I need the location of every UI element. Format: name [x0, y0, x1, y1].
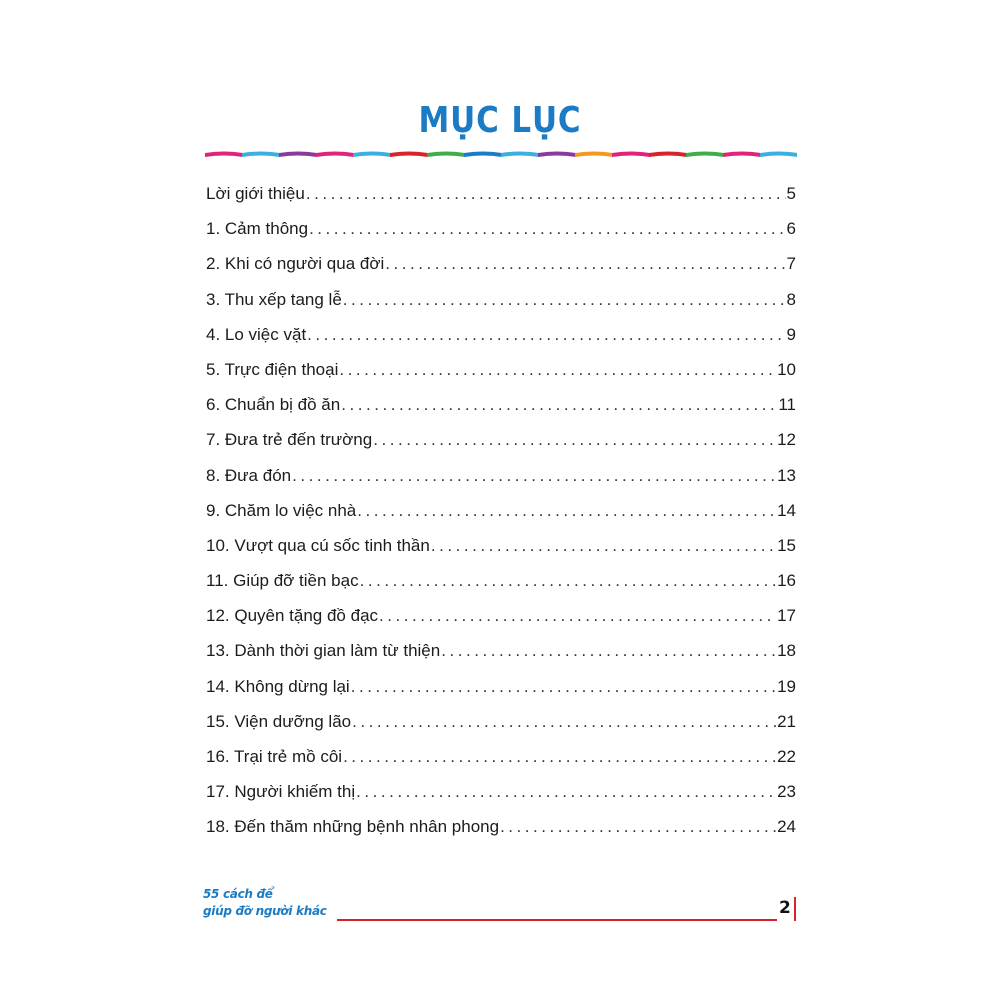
toc-entry [206, 422, 796, 457]
toc-entry-page: 23 [777, 782, 796, 802]
toc-dot-leader [307, 317, 785, 352]
band-segment [723, 152, 761, 158]
toc-entry [206, 774, 796, 809]
toc-entry-title: 10. Vượt qua cú sốc tinh thần [206, 535, 430, 555]
band-segment [427, 152, 465, 158]
toc-entry-page: 14 [777, 500, 796, 520]
toc-entry-page: 22 [777, 747, 796, 766]
toc-entry-page: 11 [778, 395, 796, 415]
table-of-contents [206, 176, 796, 845]
toc-entry-title: 7. Đưa trẻ đến trường [206, 430, 373, 450]
toc-entry-title: 2. Khi có người qua đời [206, 254, 385, 274]
band-segment [575, 152, 613, 158]
toc-entry-title: 12. Quyên tặng đồ đạc [206, 606, 379, 626]
toc-entry [206, 493, 796, 528]
toc-entry [206, 528, 796, 563]
toc-dot-leader [385, 246, 785, 281]
toc-entry [206, 633, 796, 668]
band-segment [279, 152, 317, 158]
toc-dot-leader [352, 704, 776, 739]
toc-entry-page: 13 [777, 465, 796, 485]
toc-entry-page: 15 [777, 535, 796, 555]
band-segment [205, 152, 243, 158]
toc-entry [206, 352, 796, 387]
toc-entry-title: 4. Lo việc vặt [206, 324, 307, 344]
toc-entry [206, 704, 796, 739]
toc-entry-page: 16 [777, 571, 796, 591]
toc-entry-page: 7 [786, 254, 796, 274]
toc-entry-page: 12 [777, 430, 796, 450]
toc-dot-leader [309, 211, 785, 246]
toc-entry [206, 317, 796, 352]
toc-dot-leader [379, 598, 776, 633]
band-segment [538, 152, 576, 158]
toc-entry-page: 5 [786, 184, 796, 203]
footer-book-title [203, 886, 327, 920]
toc-dot-leader [351, 669, 776, 704]
toc-dot-leader [341, 387, 777, 422]
band-segment [649, 152, 687, 158]
toc-dot-leader [441, 633, 776, 668]
toc-dot-leader [343, 282, 786, 317]
toc-entry [206, 176, 796, 211]
toc-entry [206, 669, 796, 704]
toc-entry-title: 15. Viện dưỡng lão [206, 711, 352, 731]
toc-entry [206, 246, 796, 281]
toc-entry-title: 14. Không dừng lại [206, 676, 350, 696]
page-title: MỤC LỤC [418, 100, 582, 141]
toc-dot-leader [360, 563, 776, 598]
toc-entry-page: 9 [786, 324, 796, 344]
band-segment [612, 152, 650, 158]
toc-dot-leader [356, 774, 776, 809]
toc-entry [206, 809, 796, 844]
toc-entry [206, 458, 796, 493]
toc-entry-title: Lời giới thiệu [206, 184, 305, 203]
toc-entry-title: 8. Đưa đón [206, 465, 292, 485]
toc-entry-page: 21 [777, 711, 796, 731]
toc-dot-leader [292, 458, 776, 493]
toc-dot-leader [343, 739, 776, 774]
footer-book-title-line1: 55 cách để [203, 887, 273, 901]
toc-entry-page: 18 [777, 641, 796, 661]
band-segment [316, 152, 354, 158]
toc-dot-leader [357, 493, 776, 528]
toc-entry-title: 9. Chăm lo việc nhà [206, 500, 357, 520]
toc-entry-page: 6 [786, 219, 796, 239]
toc-entry-title: 1. Cảm thông [206, 219, 309, 239]
toc-dot-leader [306, 176, 786, 211]
toc-entry-title: 13. Dành thời gian làm từ thiện [206, 641, 441, 661]
toc-entry [206, 739, 796, 774]
toc-entry [206, 563, 796, 598]
toc-entry-page: 10 [777, 359, 796, 379]
toc-entry [206, 598, 796, 633]
toc-dot-leader [373, 422, 776, 457]
band-segment [242, 152, 280, 158]
toc-entry-title: 11. Giúp đỡ tiền bạc [206, 571, 359, 591]
toc-entry-page: 8 [786, 289, 796, 309]
toc-entry-title: 18. Đến thăm những bệnh nhân phong [206, 817, 500, 837]
toc-dot-leader [339, 352, 776, 387]
toc-entry-title: 5. Trực điện thoại [206, 359, 339, 379]
band-segment [464, 152, 502, 158]
toc-entry [206, 211, 796, 246]
band-segment [353, 152, 391, 158]
toc-entry-title: 3. Thu xếp tang lễ [206, 289, 342, 309]
band-segment [686, 152, 724, 158]
toc-entry-title: 17. Người khiếm thị [206, 782, 356, 802]
toc-entry [206, 387, 796, 422]
toc-dot-leader [431, 528, 776, 563]
toc-entry [206, 282, 796, 317]
toc-entry-page: 19 [777, 676, 796, 696]
footer-book-title-line2: giúp đỡ người khác [203, 904, 327, 918]
footer-rule [337, 919, 777, 921]
band-segment [390, 152, 428, 158]
toc-dot-leader [500, 809, 776, 844]
toc-entry-title: 16. Trại trẻ mồ côi [206, 747, 343, 766]
toc-entry-page: 17 [777, 606, 796, 626]
toc-entry-page: 24 [777, 817, 796, 837]
footer-page-marker [794, 897, 796, 921]
band-segment [501, 152, 539, 158]
toc-entry-title: 6. Chuẩn bị đồ ăn [206, 395, 341, 415]
band-segment [760, 152, 797, 158]
decorative-color-band [205, 150, 797, 159]
footer-page-number: 2 [779, 898, 791, 918]
